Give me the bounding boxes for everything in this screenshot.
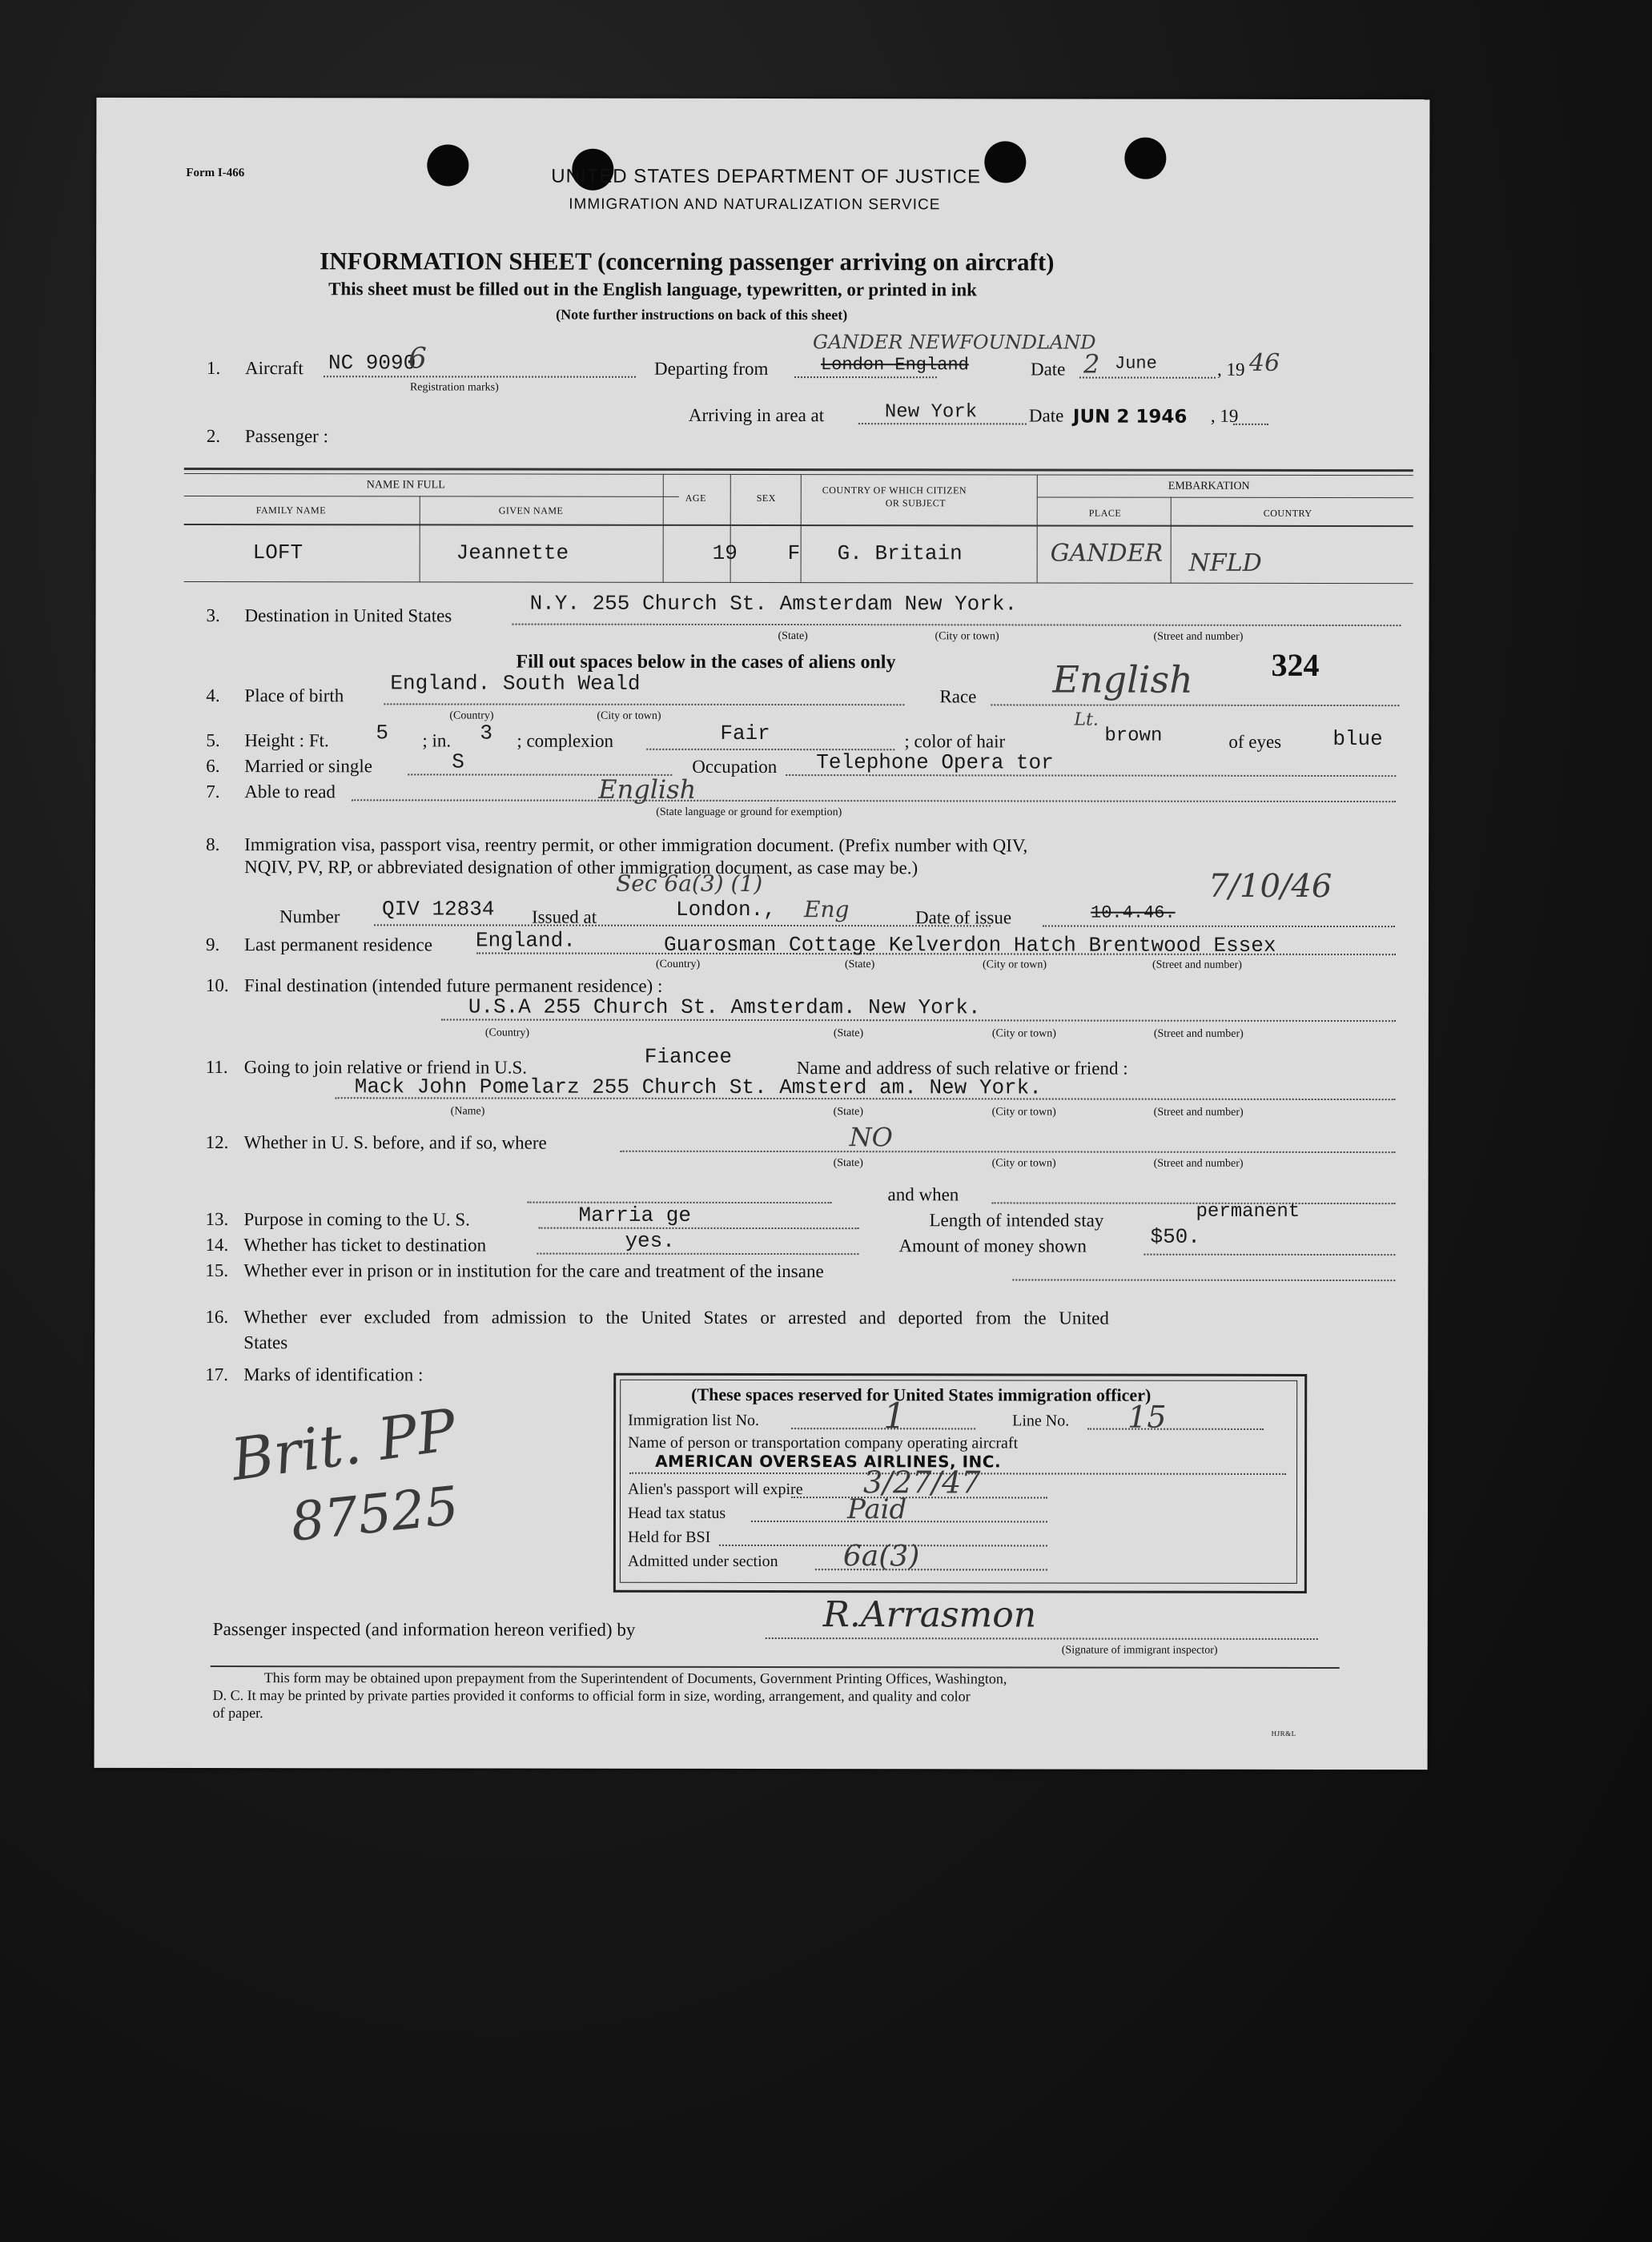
- caption-city-town: (City or town): [982, 958, 1047, 971]
- caption-name: (Name): [450, 1105, 485, 1118]
- instructions-note: (Note further instructions on back of this sheet): [556, 306, 848, 323]
- departing-value: London England: [820, 355, 969, 376]
- passenger-sex: F: [787, 541, 801, 566]
- bsi-label: Held for BSI: [627, 1528, 711, 1546]
- caption-street: (Street and number): [1153, 1106, 1244, 1119]
- race-value: English: [1052, 657, 1193, 701]
- occupation-label: Occupation: [692, 756, 778, 777]
- table-col: [1171, 497, 1172, 584]
- occupation-value: Telephone Opera tor: [816, 750, 1054, 775]
- final-destination-value: U.S.A 255 Church St. Amsterdam. New York.: [468, 994, 981, 1020]
- dotted-line: [1087, 1428, 1264, 1430]
- caption-state: (State): [833, 1157, 863, 1170]
- dotted-line: [786, 774, 1396, 777]
- arrival-date-stamp: JUN 2 1946: [1072, 406, 1188, 428]
- dotted-line: [1233, 424, 1268, 425]
- departing-correction: GANDER NEWFOUNDLAND: [813, 331, 1096, 354]
- col-header: AGE: [685, 492, 706, 504]
- item-number: 7.: [206, 781, 220, 802]
- read-label: Able to read: [244, 781, 336, 802]
- item-number: 5.: [206, 730, 220, 751]
- form-number: Form I-466: [186, 166, 245, 180]
- excluded-label: Whether ever excluded from admission to the United States or arrested and deported from the United: [243, 1307, 1109, 1328]
- join-value: Mack John Pomelarz 255 Church St. Amsterd am. New York.: [354, 1075, 1042, 1100]
- dotted-line: [374, 924, 991, 926]
- hair-value: brown: [1104, 725, 1163, 747]
- passenger-family-name: LOFT: [252, 540, 303, 565]
- dotted-line: [1079, 377, 1216, 379]
- marks-value-line1: Brit. PP: [227, 1396, 460, 1494]
- issue-date-label: Date of issue: [915, 907, 1012, 928]
- join-label: Going to join relative or friend in U.S.: [243, 1057, 528, 1078]
- inspected-label: Passenger inspected (and information hereon verified) by: [212, 1619, 636, 1640]
- birth-label: Place of birth: [244, 685, 344, 706]
- col-header: GIVEN NAME: [498, 504, 564, 516]
- join-name-label: Name and address of such relative or friend :: [796, 1058, 1128, 1079]
- table-rule: [184, 473, 1413, 476]
- line-no-value: 15: [1127, 1399, 1167, 1435]
- table-rule: [1037, 496, 1413, 498]
- hair-label: ; color of hair: [904, 731, 1006, 752]
- item-number: 12.: [205, 1132, 229, 1153]
- aircraft-label: Aircraft: [244, 358, 303, 379]
- eyes-label: of eyes: [1228, 731, 1282, 752]
- col-header: SEX: [756, 492, 776, 504]
- complexion-value: Fair: [720, 721, 770, 746]
- arriving-label: Arriving in area at: [688, 404, 825, 426]
- operator-label: Name of person or transportation company operating aircraft: [628, 1433, 1019, 1452]
- dotted-line: [992, 1202, 1396, 1204]
- dotted-line: [991, 704, 1399, 706]
- stay-value: permanent: [1196, 1200, 1300, 1223]
- read-caption: (State language or ground for exemption): [656, 806, 842, 819]
- table-col: [1037, 474, 1038, 583]
- table-rule: [184, 581, 1413, 584]
- table-col: [730, 474, 731, 583]
- passport-expire-value: 3/27/47: [863, 1465, 981, 1501]
- dotted-line: [512, 624, 1401, 627]
- arrival-date-label: Date: [1028, 405, 1064, 426]
- visa-label: Immigration visa, passport visa, reentry permit, or other immigration document. (Prefix number with QIV,: [244, 834, 1028, 856]
- punch-hole: [427, 144, 468, 186]
- agency-name: UNITED STATES DEPARTMENT OF JUSTICE: [551, 165, 982, 188]
- item-number: 1.: [206, 358, 221, 379]
- passenger-citizenship: G. Britain: [837, 541, 963, 566]
- hair-modifier: Lt.: [1074, 709, 1099, 730]
- dotted-line: [441, 1019, 1396, 1022]
- arriving-value: New York: [884, 401, 978, 424]
- page-title: INFORMATION SHEET (concerning passenger arriving on aircraft): [320, 247, 1055, 276]
- signature-caption: (Signature of immigrant inspector): [1061, 1644, 1218, 1657]
- issued-at-note: Eng: [804, 896, 850, 923]
- date-day: 2: [1083, 348, 1100, 380]
- col-header: COUNTRY: [1263, 507, 1312, 519]
- number-label: Number: [279, 906, 340, 927]
- item-number: 4.: [206, 685, 220, 706]
- height-label: Height : Ft.: [244, 730, 329, 751]
- item-number: 2.: [206, 426, 221, 447]
- caption-city-town: (City or town): [991, 1106, 1056, 1119]
- item-number: 6.: [206, 756, 220, 777]
- money-label: Amount of money shown: [898, 1236, 1087, 1256]
- dotted-line: [538, 1227, 858, 1230]
- dotted-line: [324, 376, 636, 378]
- residence-country: England.: [475, 928, 576, 953]
- passenger-age: 19: [712, 540, 738, 565]
- complexion-label: ; complexion: [517, 730, 614, 751]
- caption-street: (Street and number): [1152, 958, 1242, 971]
- visa-number: QIV 12834: [382, 897, 495, 922]
- item-number: 17.: [205, 1364, 228, 1385]
- dotted-line: [794, 376, 937, 378]
- married-value: S: [452, 749, 464, 774]
- caption-city-town: (City or town): [991, 1157, 1056, 1170]
- dotted-line: [1012, 1279, 1395, 1281]
- caption-street: (Street and number): [1153, 1027, 1244, 1040]
- departing-label: Departing from: [653, 358, 769, 380]
- height-inches: 3: [480, 721, 492, 745]
- operator-value: AMERICAN OVERSEAS AIRLINES, INC.: [655, 1451, 1002, 1472]
- form-sheet: [94, 98, 1430, 1770]
- dotted-line: [537, 1253, 858, 1256]
- and-when-label: and when: [887, 1184, 959, 1205]
- visa-label-2: NQIV, PV, RP, or abbreviated designation of other immigration document, as case may be.): [244, 857, 918, 878]
- col-header: OR SUBJECT: [885, 497, 947, 509]
- item-number: 11.: [205, 1057, 228, 1078]
- registration-caption: Registration marks): [409, 381, 499, 394]
- passenger-given-name: Jeannette: [456, 540, 569, 565]
- footer-note-3: of paper.: [212, 1705, 263, 1722]
- prison-label: Whether ever in prison or in institution for the care and treatment of the insane: [243, 1260, 824, 1282]
- destination-label: Destination in United States: [244, 605, 452, 626]
- dotted-line: [815, 1569, 1047, 1570]
- dotted-line: [621, 1151, 1396, 1153]
- item-number: 9.: [205, 934, 220, 955]
- marks-value-line2: 87525: [287, 1474, 462, 1553]
- dotted-line: [1043, 925, 1395, 927]
- year-suffix: 46: [1248, 348, 1280, 377]
- item-number: 10.: [205, 975, 229, 996]
- head-tax-value: Paid: [846, 1493, 907, 1526]
- money-value: $50.: [1150, 1224, 1200, 1249]
- item-number: 14.: [205, 1235, 229, 1256]
- final-destination-label: Final destination (intended future permanent residence) :: [243, 975, 663, 996]
- dotted-line: [766, 1637, 1318, 1640]
- inches-label: ; in.: [422, 730, 452, 751]
- eyes-value: blue: [1332, 726, 1383, 752]
- marks-label: Marks of identification :: [243, 1364, 424, 1385]
- ticket-label: Whether has ticket to destination: [243, 1235, 487, 1256]
- issued-at: London.,: [676, 897, 776, 922]
- stay-label: Length of intended stay: [929, 1210, 1104, 1231]
- purpose-value: Marria ge: [578, 1203, 691, 1227]
- dotted-line: [384, 703, 904, 705]
- ticket-value: yes.: [625, 1228, 675, 1253]
- married-label: Married or single: [244, 756, 372, 777]
- dotted-line: [1144, 1254, 1395, 1256]
- issued-label: Issued at: [532, 906, 597, 927]
- line-no-label: Line No.: [1012, 1412, 1070, 1430]
- date-label: Date: [1030, 359, 1066, 380]
- passenger-label: Passenger :: [244, 426, 329, 447]
- us-before-value: NO: [849, 1122, 893, 1153]
- agency-service: IMMIGRATION AND NATURALIZATION SERVICE: [569, 195, 941, 214]
- footer-note-1: This form may be obtained upon prepayment from the Superintendent of Documents, Government Printing Offices, Washington,: [263, 1669, 1007, 1687]
- col-header: PLACE: [1088, 507, 1122, 519]
- item-number: 16.: [205, 1307, 229, 1328]
- issue-date-correction: 7/10/46: [1208, 867, 1332, 905]
- punch-hole: [1124, 138, 1166, 179]
- embarkation-country: NFLD: [1188, 548, 1262, 577]
- caption-state: (State): [833, 1106, 864, 1119]
- caption-city-town: (City or town): [597, 709, 661, 722]
- read-value: English: [598, 773, 697, 805]
- inspector-signature: R.Arrasmon: [822, 1594, 1037, 1636]
- instructions: This sheet must be filled out in the English language, typewritten, or printed in ink: [328, 279, 977, 300]
- arrival-year-prefix: , 19: [1210, 405, 1239, 426]
- height-feet: 5: [376, 721, 388, 745]
- embarkation-place: GANDER: [1050, 539, 1164, 568]
- dotted-line: [858, 423, 1027, 424]
- dotted-line: [352, 799, 1396, 802]
- list-no-value: 1: [883, 1396, 906, 1437]
- aircraft-value: NC 9090: [328, 351, 416, 376]
- aliens-heading: Fill out spaces below in the cases of aliens only: [516, 651, 896, 673]
- caption-street: (Street and number): [1153, 1157, 1244, 1170]
- caption-state: (State): [833, 1027, 864, 1040]
- residence-label: Last permanent residence: [243, 934, 432, 955]
- item-number: 8.: [206, 834, 220, 855]
- issue-date-typed: 10.4.46.: [1091, 902, 1176, 923]
- table-rule: [184, 468, 1413, 472]
- join-relation: Fiancee: [644, 1044, 733, 1069]
- item-number: 15.: [205, 1260, 229, 1281]
- table-col: [801, 474, 802, 583]
- birth-value: England. South Weald: [390, 671, 641, 696]
- caption-country: (Country): [449, 709, 494, 722]
- admitted-value: 6a(3): [842, 1540, 920, 1573]
- purpose-label: Purpose in coming to the U. S.: [243, 1209, 470, 1230]
- date-month: June: [1114, 353, 1157, 374]
- residence-address: Guarosman Cottage Kelverdon Hatch Brentwood Essex: [663, 932, 1276, 958]
- year-prefix: , 19: [1216, 359, 1245, 380]
- caption-city-town: (City or town): [991, 1027, 1056, 1040]
- printer-mark: HJR&L: [1271, 1729, 1296, 1738]
- destination-value: N.Y. 255 Church St. Amsterdam New York.: [529, 591, 1018, 617]
- officer-box-title: (These spaces reserved for United States immigration officer): [691, 1384, 1152, 1405]
- excluded-label-2: States: [243, 1332, 288, 1353]
- admitted-label: Admitted under section: [627, 1552, 778, 1571]
- caption-state: (State): [778, 630, 808, 643]
- sheet-number: 324: [1271, 646, 1320, 683]
- caption-state: (State): [844, 958, 875, 971]
- head-tax-label: Head tax status: [627, 1504, 726, 1522]
- passport-expire-label: Alien's passport will expire: [628, 1480, 803, 1499]
- table-col: [663, 474, 664, 583]
- us-before-label: Whether in U. S. before, and if so, where: [243, 1132, 547, 1153]
- col-header: NAME IN FULL: [366, 479, 445, 492]
- list-no-label: Immigration list No.: [628, 1411, 760, 1429]
- caption-city: (City or town): [935, 630, 999, 643]
- caption-street: (Street and number): [1153, 630, 1244, 643]
- aircraft-value-correction: 6: [408, 342, 427, 376]
- col-header: COUNTRY OF WHICH CITIZEN: [822, 484, 967, 496]
- caption-country: (Country): [655, 958, 701, 970]
- footer-note-2: D. C. It may be printed by private parties provided it conforms to official form in size, wording, arrangement, and quality and color: [212, 1687, 971, 1705]
- race-label: Race: [939, 686, 977, 707]
- col-header: EMBARKATION: [1168, 480, 1250, 492]
- item-number: 3.: [206, 605, 220, 626]
- item-number: 13.: [205, 1209, 229, 1230]
- dotted-line: [336, 1097, 1396, 1100]
- table-rule: [184, 524, 1413, 527]
- visa-annotation: Sec 6a(3) (1): [616, 870, 763, 898]
- punch-hole: [984, 141, 1026, 183]
- col-header: FAMILY NAME: [255, 504, 327, 516]
- table-rule: [184, 496, 679, 497]
- caption-country: (Country): [484, 1027, 530, 1039]
